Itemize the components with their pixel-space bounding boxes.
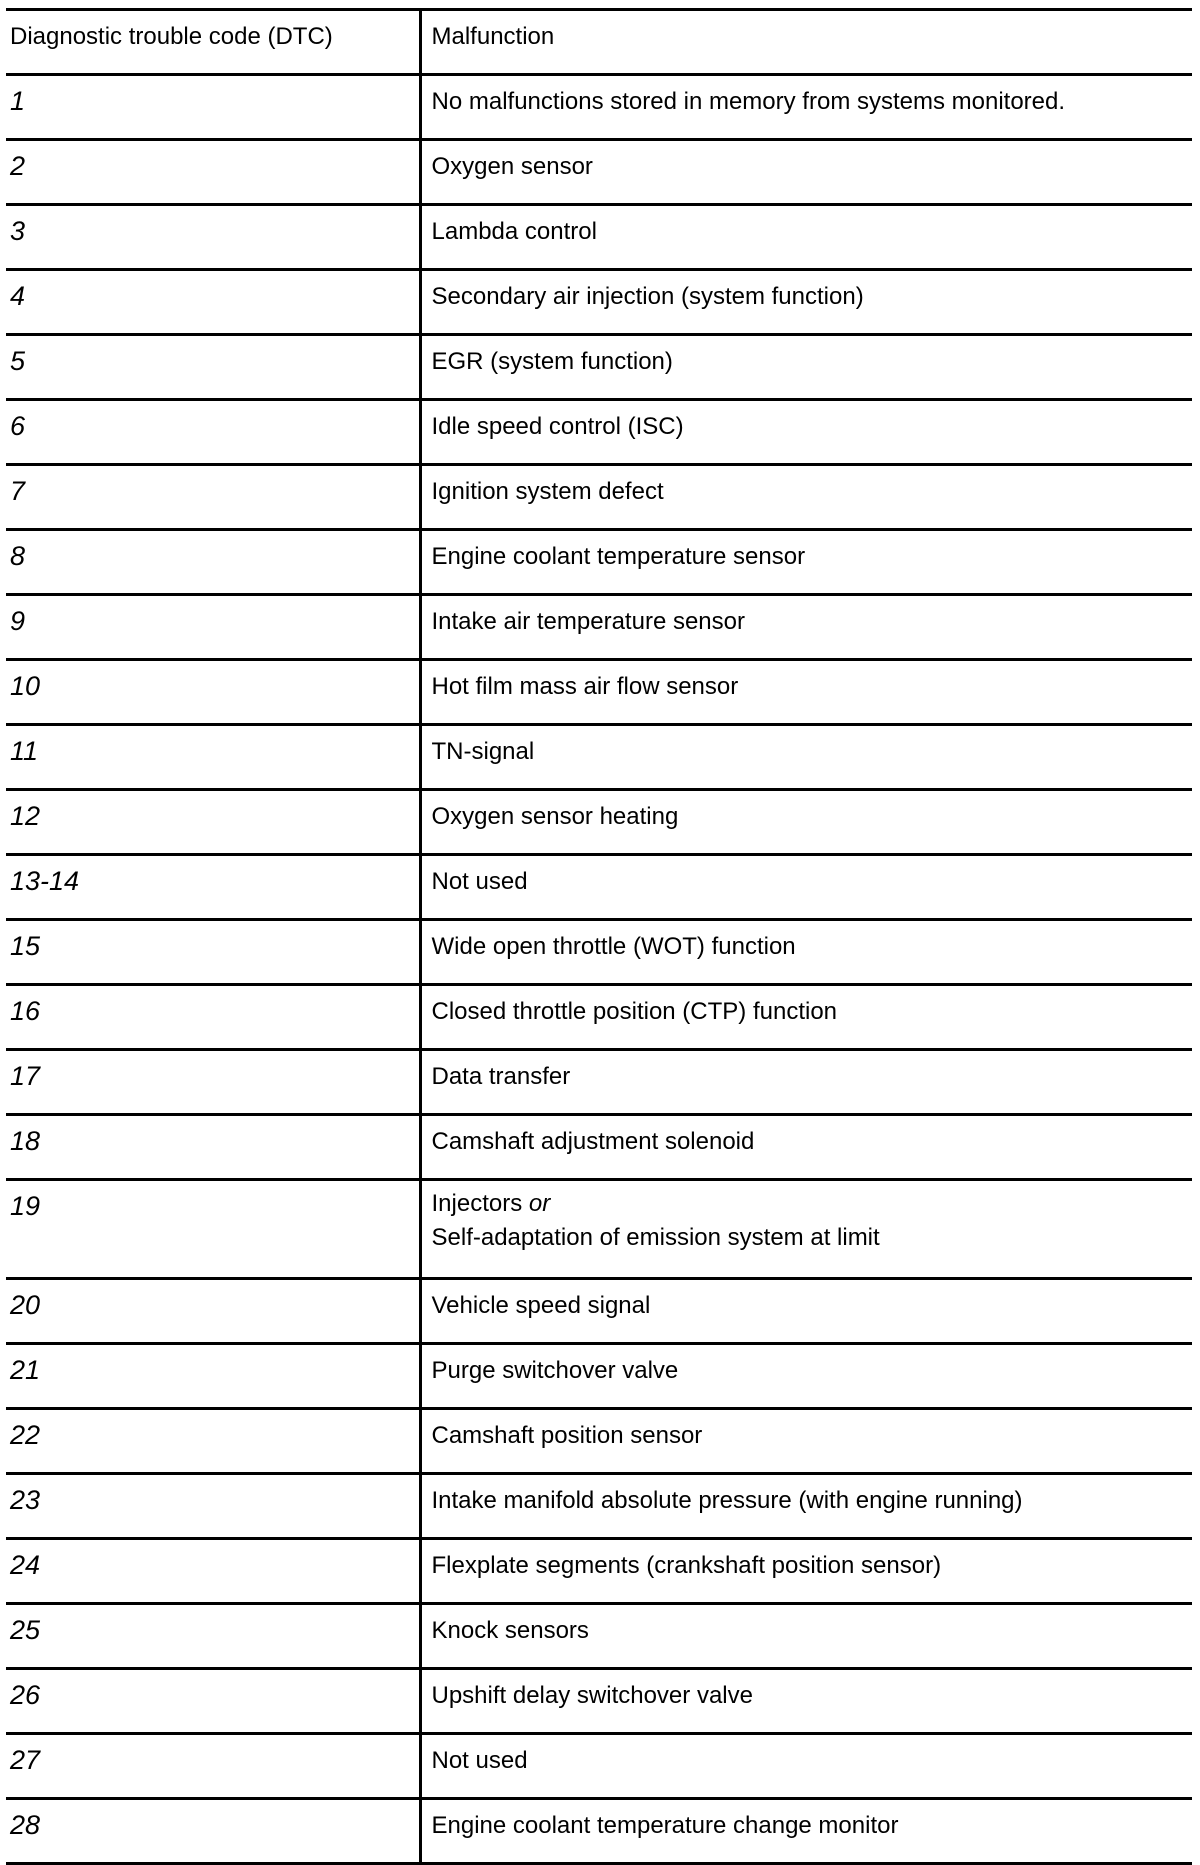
dtc-table bbox=[6, 8, 1192, 1865]
malfunction-text: Data transfer bbox=[420, 1050, 1192, 1115]
dtc-code: 17 bbox=[6, 1050, 420, 1115]
dtc-code: 23 bbox=[6, 1474, 420, 1539]
malfunction-text: Upshift delay switchover valve bbox=[420, 1669, 1192, 1734]
malfunction-text: Knock sensors bbox=[420, 1604, 1192, 1669]
dtc-code: 18 bbox=[6, 1115, 420, 1180]
table-row bbox=[6, 140, 1192, 205]
table-row bbox=[6, 790, 1192, 855]
malfunction-text: Closed throttle position (CTP) function bbox=[420, 985, 1192, 1050]
dtc-code: 1 bbox=[6, 75, 420, 140]
dtc-code: 9 bbox=[6, 595, 420, 660]
table-row bbox=[6, 1344, 1192, 1409]
table-row bbox=[6, 855, 1192, 920]
malfunction-text: Hot film mass air flow sensor bbox=[420, 660, 1192, 725]
malfunction-text: Oxygen sensor heating bbox=[420, 790, 1192, 855]
malfunction-line bbox=[432, 1187, 1193, 1221]
malfunction-text: Engine coolant temperature sensor bbox=[420, 530, 1192, 595]
dtc-code: 7 bbox=[6, 465, 420, 530]
malfunction-text: Wide open throttle (WOT) function bbox=[420, 920, 1192, 985]
malfunction-line1-text: Injectors bbox=[431, 1190, 523, 1217]
table-row bbox=[6, 400, 1192, 465]
header-row bbox=[6, 10, 1192, 75]
dtc-code: 22 bbox=[6, 1409, 420, 1474]
table-row bbox=[6, 465, 1192, 530]
dtc-code: 25 bbox=[6, 1604, 420, 1669]
dtc-code: 13-14 bbox=[6, 855, 420, 920]
table-row bbox=[6, 920, 1192, 985]
malfunction-text: Engine coolant temperature change monitor bbox=[420, 1799, 1192, 1864]
table-row bbox=[6, 270, 1192, 335]
malfunction-text: Not used bbox=[420, 1734, 1192, 1799]
dtc-code: 15 bbox=[6, 920, 420, 985]
table-row bbox=[6, 1409, 1192, 1474]
header-malfunction: Malfunction bbox=[420, 10, 1192, 75]
dtc-code: 28 bbox=[6, 1799, 420, 1864]
dtc-code: 16 bbox=[6, 985, 420, 1050]
dtc-code: 21 bbox=[6, 1344, 420, 1409]
dtc-code: 6 bbox=[6, 400, 420, 465]
table-row bbox=[6, 725, 1192, 790]
malfunction-text: Flexplate segments (crankshaft position sensor) bbox=[420, 1539, 1192, 1604]
dtc-code: 27 bbox=[6, 1734, 420, 1799]
dtc-code: 4 bbox=[6, 270, 420, 335]
dtc-code: 19 bbox=[6, 1180, 420, 1279]
table-body bbox=[6, 75, 1192, 1864]
table-row bbox=[6, 1180, 1192, 1279]
malfunction-text: Secondary air injection (system function) bbox=[420, 270, 1192, 335]
malfunction-text: TN-signal bbox=[420, 725, 1192, 790]
header-code: Diagnostic trouble code (DTC) bbox=[6, 10, 420, 75]
table-row bbox=[6, 1279, 1192, 1344]
table-row bbox=[6, 1539, 1192, 1604]
dtc-code: 24 bbox=[6, 1539, 420, 1604]
dtc-code: 11 bbox=[6, 725, 420, 790]
table-row bbox=[6, 530, 1192, 595]
dtc-code: 8 bbox=[6, 530, 420, 595]
table-row bbox=[6, 985, 1192, 1050]
malfunction-text bbox=[420, 1180, 1192, 1279]
table-row bbox=[6, 1604, 1192, 1669]
dtc-code: 26 bbox=[6, 1669, 420, 1734]
malfunction-line1-or: or bbox=[528, 1190, 551, 1217]
dtc-code: 5 bbox=[6, 335, 420, 400]
table-header bbox=[6, 10, 1192, 75]
malfunction-text: Lambda control bbox=[420, 205, 1192, 270]
table-row bbox=[6, 660, 1192, 725]
dtc-code: 3 bbox=[6, 205, 420, 270]
table-row bbox=[6, 1050, 1192, 1115]
malfunction-text: Camshaft adjustment solenoid bbox=[420, 1115, 1192, 1180]
malfunction-text: No malfunctions stored in memory from systems monitored. bbox=[420, 75, 1192, 140]
dtc-code: 10 bbox=[6, 660, 420, 725]
malfunction-text: Oxygen sensor bbox=[420, 140, 1192, 205]
table-row bbox=[6, 205, 1192, 270]
malfunction-line2-text: Self-adaptation of emission system at limit bbox=[431, 1224, 880, 1251]
table-row bbox=[6, 1734, 1192, 1799]
malfunction-text: Ignition system defect bbox=[420, 465, 1192, 530]
table-row bbox=[6, 75, 1192, 140]
dtc-code: 12 bbox=[6, 790, 420, 855]
table-row bbox=[6, 335, 1192, 400]
malfunction-text: Purge switchover valve bbox=[420, 1344, 1192, 1409]
malfunction-text: EGR (system function) bbox=[420, 335, 1192, 400]
malfunction-text: Camshaft position sensor bbox=[420, 1409, 1192, 1474]
malfunction-text: Not used bbox=[420, 855, 1192, 920]
table-row bbox=[6, 595, 1192, 660]
dtc-code: 20 bbox=[6, 1279, 420, 1344]
malfunction-text: Intake air temperature sensor bbox=[420, 595, 1192, 660]
malfunction-text: Intake manifold absolute pressure (with engine running) bbox=[420, 1474, 1192, 1539]
table-row bbox=[6, 1115, 1192, 1180]
malfunction-text: Vehicle speed signal bbox=[420, 1279, 1192, 1344]
table-row bbox=[6, 1474, 1192, 1539]
table-row bbox=[6, 1799, 1192, 1864]
dtc-code: 2 bbox=[6, 140, 420, 205]
table-row bbox=[6, 1669, 1192, 1734]
malfunction-text: Idle speed control (ISC) bbox=[420, 400, 1192, 465]
